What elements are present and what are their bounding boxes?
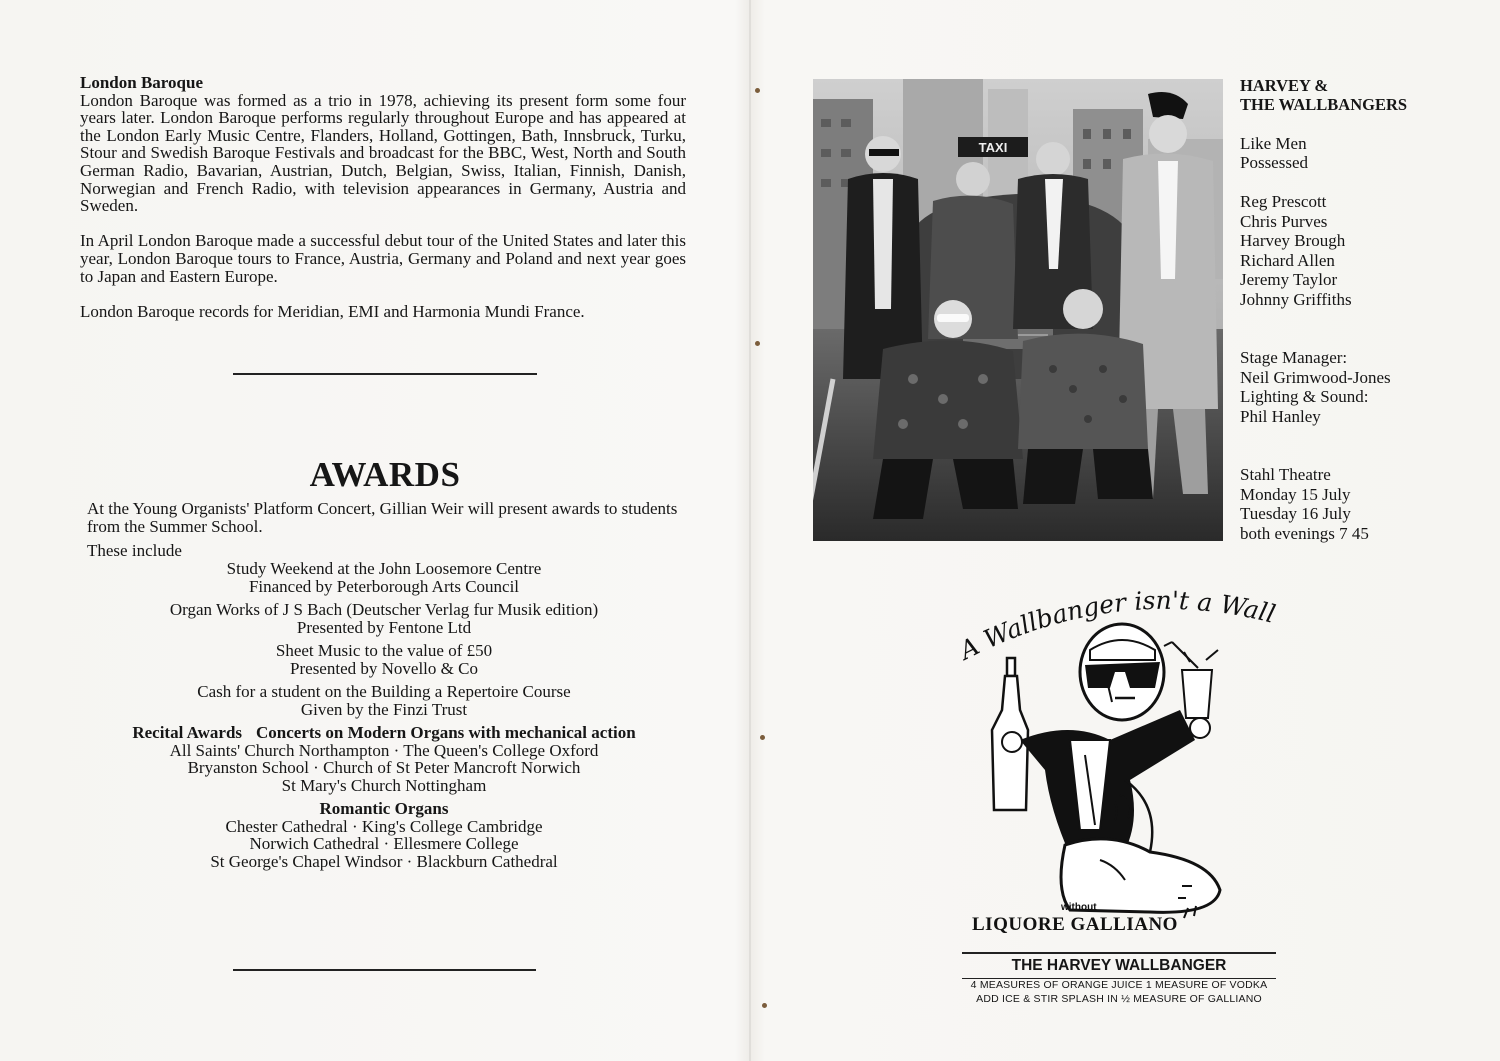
- section-divider-bottom: [233, 969, 536, 971]
- galliano-advert: [950, 590, 1290, 920]
- band-name-line-2: THE WALLBANGERS: [1240, 95, 1408, 114]
- stage-manager-label: Stage Manager:: [1240, 348, 1348, 367]
- venue: Stahl Theatre: [1240, 465, 1331, 484]
- recital-venue-line: Bryanston School · Church of St Peter Mancroft Norwich: [187, 758, 581, 777]
- lighting-name: Phil Hanley: [1240, 406, 1321, 426]
- award-item: [84, 642, 684, 677]
- award-item-sponsor: Financed by Peterborough Arts Council: [248, 576, 520, 596]
- band-member: Richard Allen: [1240, 250, 1335, 270]
- award-item-sponsor: Given by the Finzi Trust: [300, 699, 468, 719]
- band-member: Jeremy Taylor: [1240, 270, 1338, 289]
- recipe-box: [962, 952, 1276, 1006]
- performance-time: both evenings 7 45: [1240, 523, 1369, 543]
- romantic-organs-heading: Romantic Organs: [319, 799, 449, 818]
- recital-venue-line: St Mary's Church Nottingham: [281, 775, 487, 795]
- award-item: [84, 601, 684, 636]
- award-item-sponsor: Presented by Fentone Ltd: [296, 617, 472, 637]
- romantic-venue-line: St George's Chapel Windsor · Blackburn Cathedral: [210, 851, 558, 871]
- award-item: [84, 683, 684, 718]
- advert-slogan: A Wallbanger isn't a Wall: [954, 590, 1279, 666]
- band-member: Johnny Griffiths: [1240, 289, 1352, 309]
- band-photo-image: [813, 79, 1223, 541]
- band-member: Reg Prescott: [1240, 192, 1327, 211]
- award-item-title: Study Weekend at the John Loosemore Centre: [226, 559, 542, 578]
- romantic-venue-line: Norwich Cathedral · Ellesmere College: [249, 834, 519, 853]
- stage-manager-name: Neil Grimwood-Jones: [1240, 367, 1391, 387]
- show-title-line-2: Possessed: [1240, 153, 1309, 172]
- london-baroque-paragraph-1: London Baroque was formed as a trio in 1978, achieving its present form some four years later. London Baroque performs regularly throughout Europe and has appeared at the London Early Music Centre, Flanders, Holland, Gottingen, Bath, Innsbruck, Turku, Stour and Swedish Baroque Festivals and broadcast for the BBC, West, North and South German Radio, Bavarian, Austrian, Dutch, Belgian, Swiss, Italian, Finnish, Danish, Norwegian and French Radio, with television appearances in Germany, Austria and Sweden.: [80, 90, 686, 216]
- award-item-title: Sheet Music to the value of £50: [275, 641, 493, 660]
- performance-date-1: Monday 15 July: [1240, 484, 1351, 504]
- recital-venue-line: All Saints' Church Northampton · The Queen's College Oxford: [169, 740, 599, 760]
- taxi-sign: TAXI: [978, 140, 1008, 155]
- section-divider-top: [233, 373, 537, 375]
- band-member: Chris Purves: [1240, 211, 1328, 231]
- show-title-line-1: Like Men: [1240, 133, 1307, 153]
- staple-mark: [755, 88, 760, 93]
- london-baroque-section: [80, 74, 686, 338]
- awards-heading: AWARDS: [309, 455, 461, 494]
- recipe-line-1: 4 MEASURES OF ORANGE JUICE 1 MEASURE OF VODKA: [970, 979, 1268, 991]
- recital-awards-label: Recital Awards: [132, 723, 243, 742]
- london-baroque-title: London Baroque: [80, 73, 203, 92]
- romantic-venue-line: Chester Cathedral · King's College Cambridge: [225, 816, 543, 836]
- advert-without: without: [1061, 902, 1097, 913]
- staple-mark: [755, 341, 760, 346]
- performance-date-2: Tuesday 16 July: [1240, 504, 1351, 523]
- band-member: Harvey Brough: [1240, 231, 1346, 250]
- awards-include-label: These include: [87, 541, 182, 560]
- right-page: [750, 0, 1500, 1061]
- london-baroque-paragraph-3: London Baroque records for Meridian, EMI and Harmonia Mundi France.: [80, 301, 585, 321]
- recital-awards-subheading: Concerts on Modern Organs with mechanical action: [256, 723, 636, 742]
- award-item-title: Organ Works of J S Bach (Deutscher Verlag fur Musik edition): [169, 600, 599, 619]
- awards-intro: At the Young Organists' Platform Concert, Gillian Weir will present awards to students from the Summer School.: [87, 499, 678, 536]
- galliano-advert-illustration: [950, 590, 1290, 920]
- band-photo: [813, 79, 1223, 541]
- band-credits: [1240, 76, 1480, 543]
- lighting-label: Lighting & Sound:: [1240, 387, 1369, 406]
- recital-awards-heading: [84, 724, 684, 742]
- recipe-title: THE HARVEY WALLBANGER: [1011, 956, 1227, 974]
- staple-mark: [760, 735, 765, 740]
- award-item: [84, 560, 684, 595]
- london-baroque-paragraph-2: In April London Baroque made a successful debut tour of the United States and later this year, London Baroque tours to France, Austria, Germany and Poland and next year goes to Japan and Eastern Europe.: [80, 231, 686, 286]
- award-item-title: Cash for a student on the Building a Repertoire Course: [197, 682, 571, 701]
- awards-list: [84, 560, 684, 870]
- staple-mark: [762, 1003, 767, 1008]
- band-name-line-1: HARVEY &: [1240, 76, 1329, 95]
- galliano-brand: LIQUORE GALLIANO: [972, 914, 1178, 935]
- recipe-line-2: ADD ICE & STIR SPLASH IN ½ MEASURE OF GALLIANO: [976, 992, 1262, 1005]
- award-item-sponsor: Presented by Novello & Co: [290, 658, 478, 678]
